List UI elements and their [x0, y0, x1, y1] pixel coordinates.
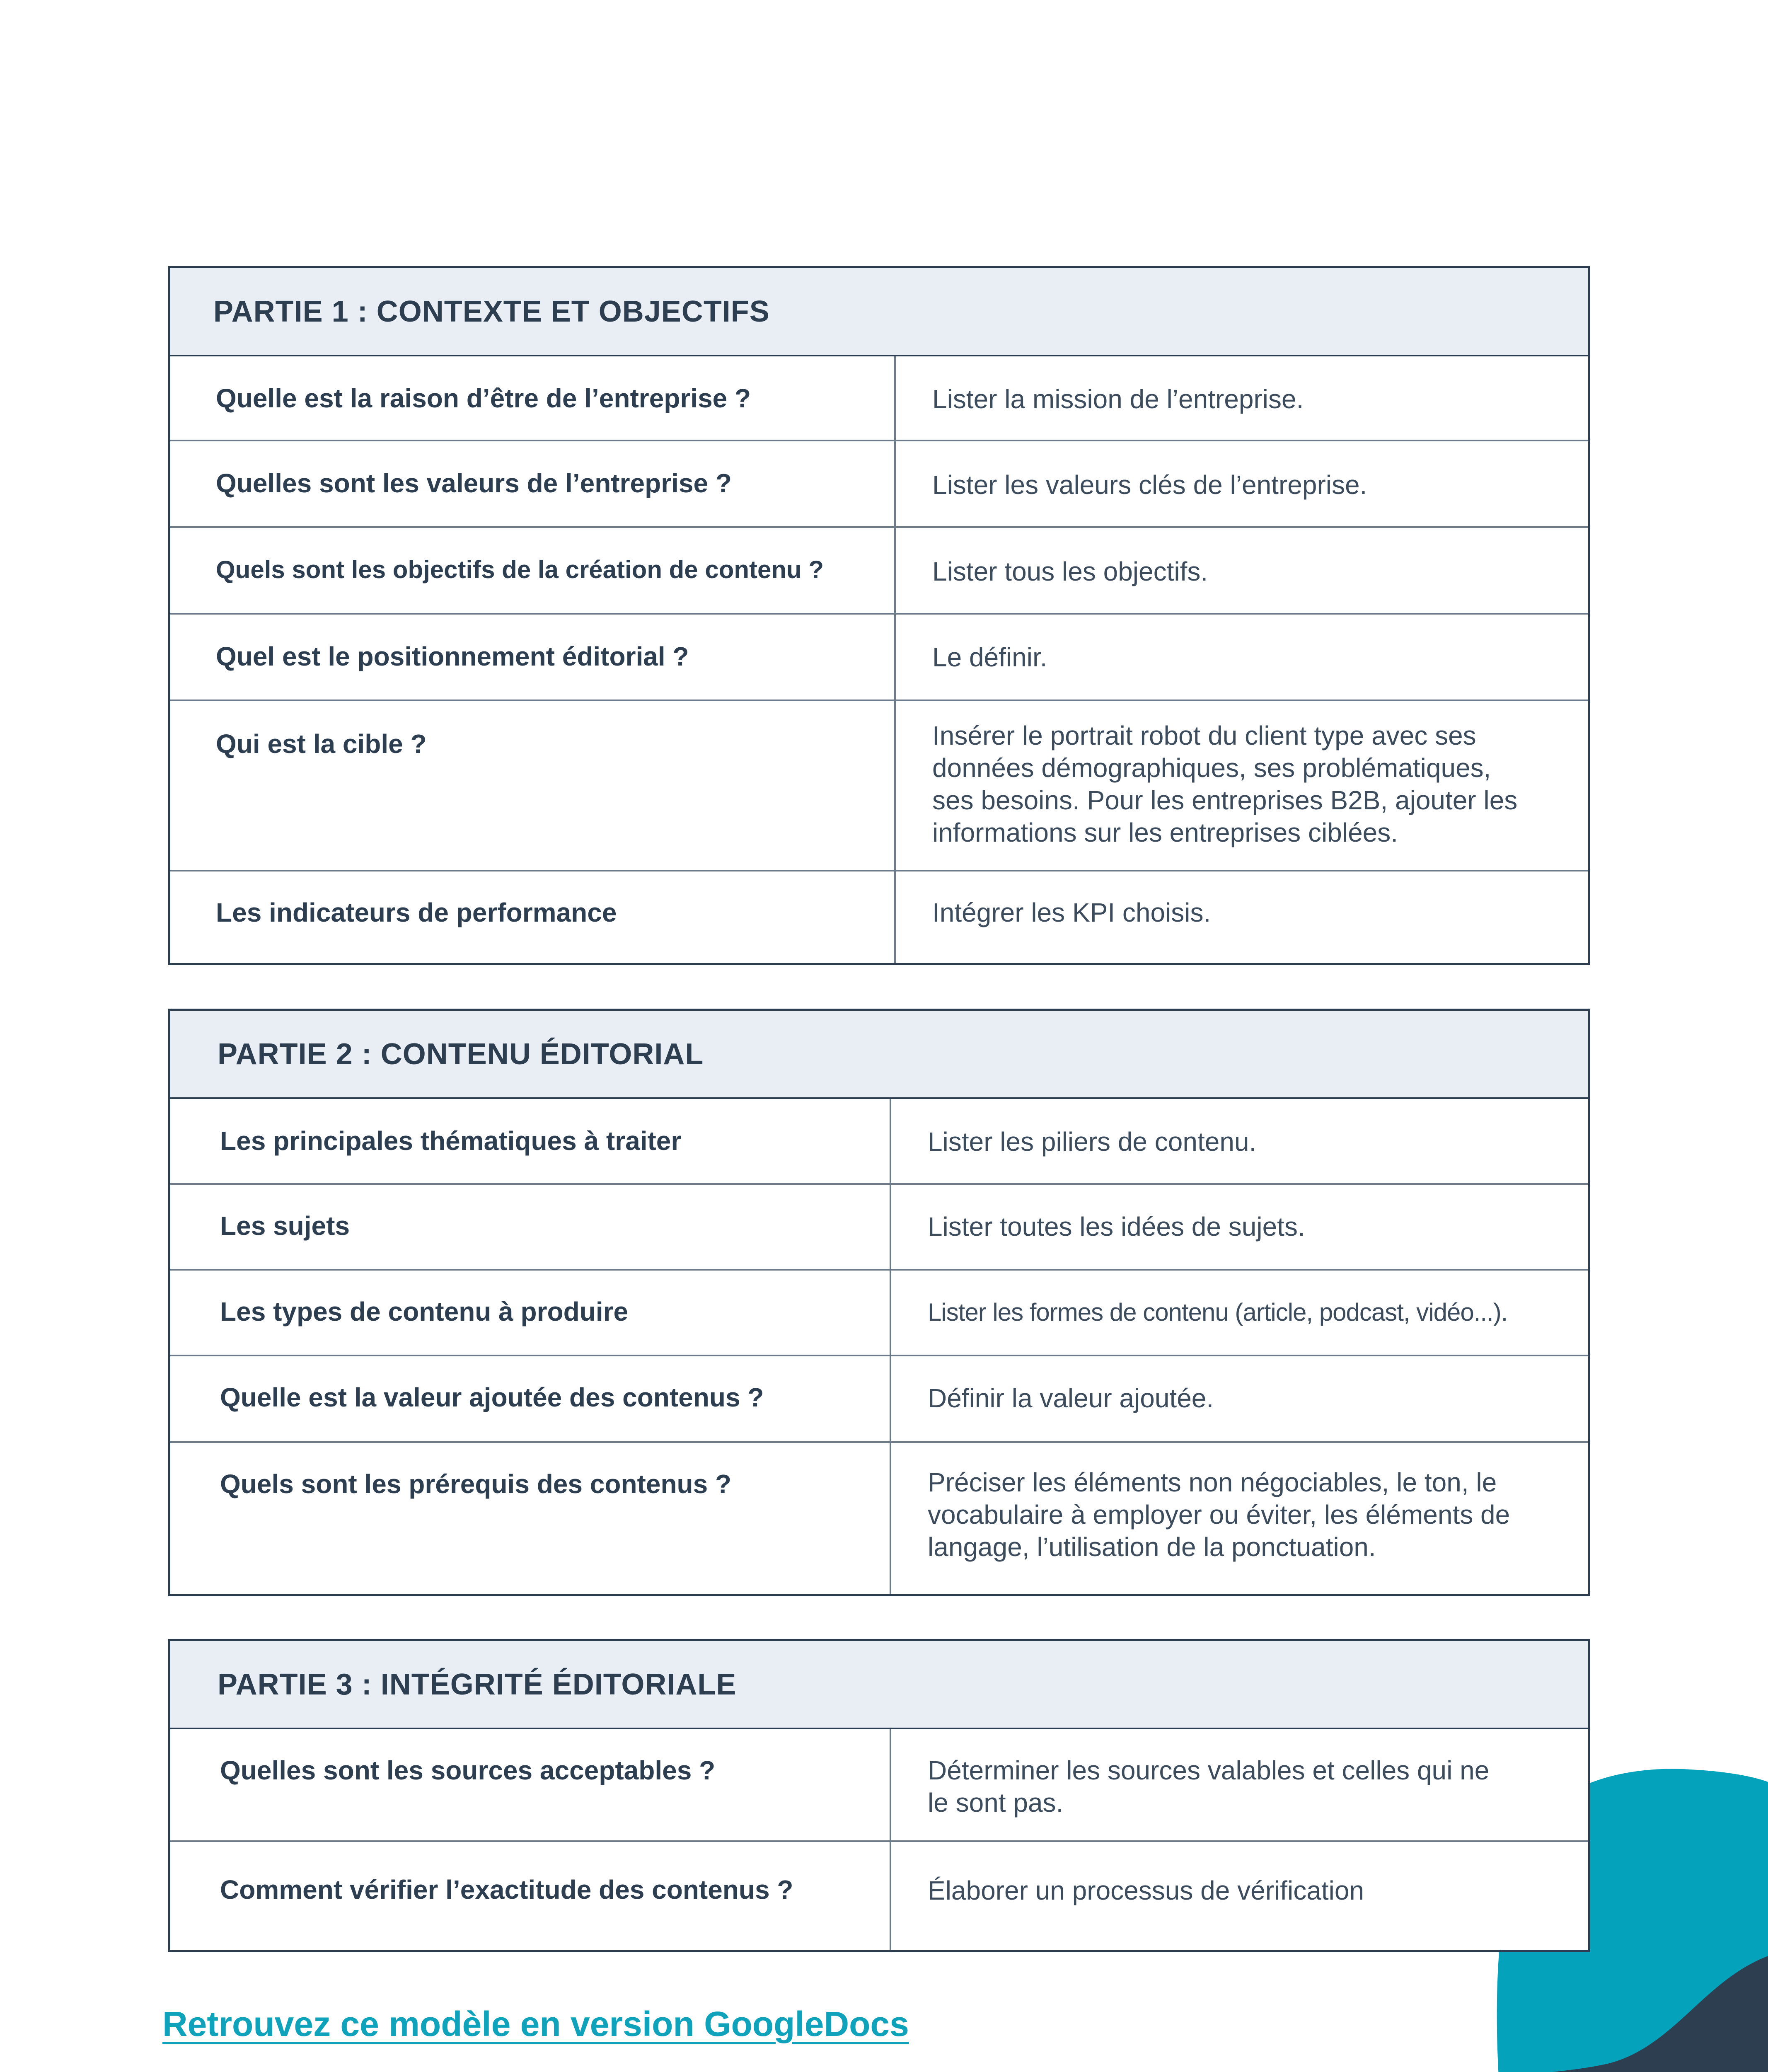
question-cell: Quels sont les prérequis des contenus ? — [170, 1443, 891, 1594]
question-cell: Les types de contenu à produire — [170, 1271, 891, 1355]
table-row — [170, 1185, 1588, 1271]
table-row — [170, 615, 1588, 701]
question-cell: Quel est le positionnement éditorial ? — [170, 615, 896, 700]
answer-cell: Lister les piliers de contenu. — [928, 1127, 1257, 1157]
navy-blob — [1362, 1956, 1768, 2072]
answer-cell: Déterminer les sources valables et celles qui ne le sont pas. — [928, 1755, 1490, 1818]
question-cell: Quelle est la raison d’être de l’entreprise ? — [170, 356, 896, 440]
section-title: PARTIE 2 : CONTENU ÉDITORIAL — [170, 1011, 1588, 1099]
table-row — [170, 871, 1588, 963]
table-row — [170, 1356, 1588, 1443]
question-cell: Quelles sont les sources acceptables ? — [170, 1729, 891, 1840]
table-row — [170, 528, 1588, 615]
answer-cell: Élaborer un processus de vérification — [928, 1876, 1364, 1905]
question-cell: Quelle est la valeur ajoutée des contenus ? — [170, 1356, 891, 1441]
table-part-3 — [168, 1639, 1590, 1952]
section-title: PARTIE 1 : CONTEXTE ET OBJECTIFS — [170, 268, 1588, 356]
question-cell: Les principales thématiques à traiter — [170, 1099, 891, 1183]
question-cell: Comment vérifier l’exactitude des contenus ? — [170, 1842, 891, 1950]
table-row — [170, 441, 1588, 528]
table-row — [170, 1443, 1588, 1594]
table-part-1 — [168, 266, 1590, 965]
answer-cell: Lister les valeurs clés de l’entreprise. — [932, 470, 1367, 500]
answer-cell: Lister toutes les idées de sujets. — [928, 1212, 1305, 1242]
answer-cell: Lister tous les objectifs. — [932, 557, 1208, 586]
googledocs-template-link[interactable]: Retrouvez ce modèle en version GoogleDocs — [162, 2004, 909, 2043]
question-cell: Quelles sont les valeurs de l’entreprise ? — [170, 441, 896, 526]
answer-cell: Lister la mission de l’entreprise. — [932, 384, 1304, 414]
answer-cell: Intégrer les KPI choisis. — [932, 898, 1211, 927]
table-part-2 — [168, 1009, 1590, 1596]
question-cell: Quels sont les objectifs de la création de contenu ? — [170, 528, 896, 613]
answer-cell: Insérer le portrait robot du client type avec ses données démographiques, ses problématiques, ses besoins. Pour les entreprises B2B, ajouter les informations sur les entreprises ciblées. — [932, 721, 1518, 847]
question-cell: Les indicateurs de performance — [170, 871, 896, 963]
table-row — [170, 1271, 1588, 1356]
section-title: PARTIE 3 : INTÉGRITÉ ÉDITORIALE — [170, 1641, 1588, 1729]
table-row — [170, 356, 1588, 441]
question-cell: Qui est la cible ? — [170, 701, 896, 870]
answer-cell: Définir la valeur ajoutée. — [928, 1383, 1214, 1413]
answer-cell: Lister les formes de contenu (article, podcast, vidéo...). — [928, 1298, 1508, 1326]
table-row — [170, 1842, 1588, 1950]
question-cell: Les sujets — [170, 1185, 891, 1269]
table-row — [170, 701, 1588, 871]
answer-cell: Préciser les éléments non négociables, le ton, le vocabulaire à employer ou éviter, les éléments de langage, l’utilisation de la ponctuation. — [928, 1467, 1510, 1562]
table-row — [170, 1729, 1588, 1842]
table-row — [170, 1099, 1588, 1185]
answer-cell: Le définir. — [932, 642, 1047, 672]
